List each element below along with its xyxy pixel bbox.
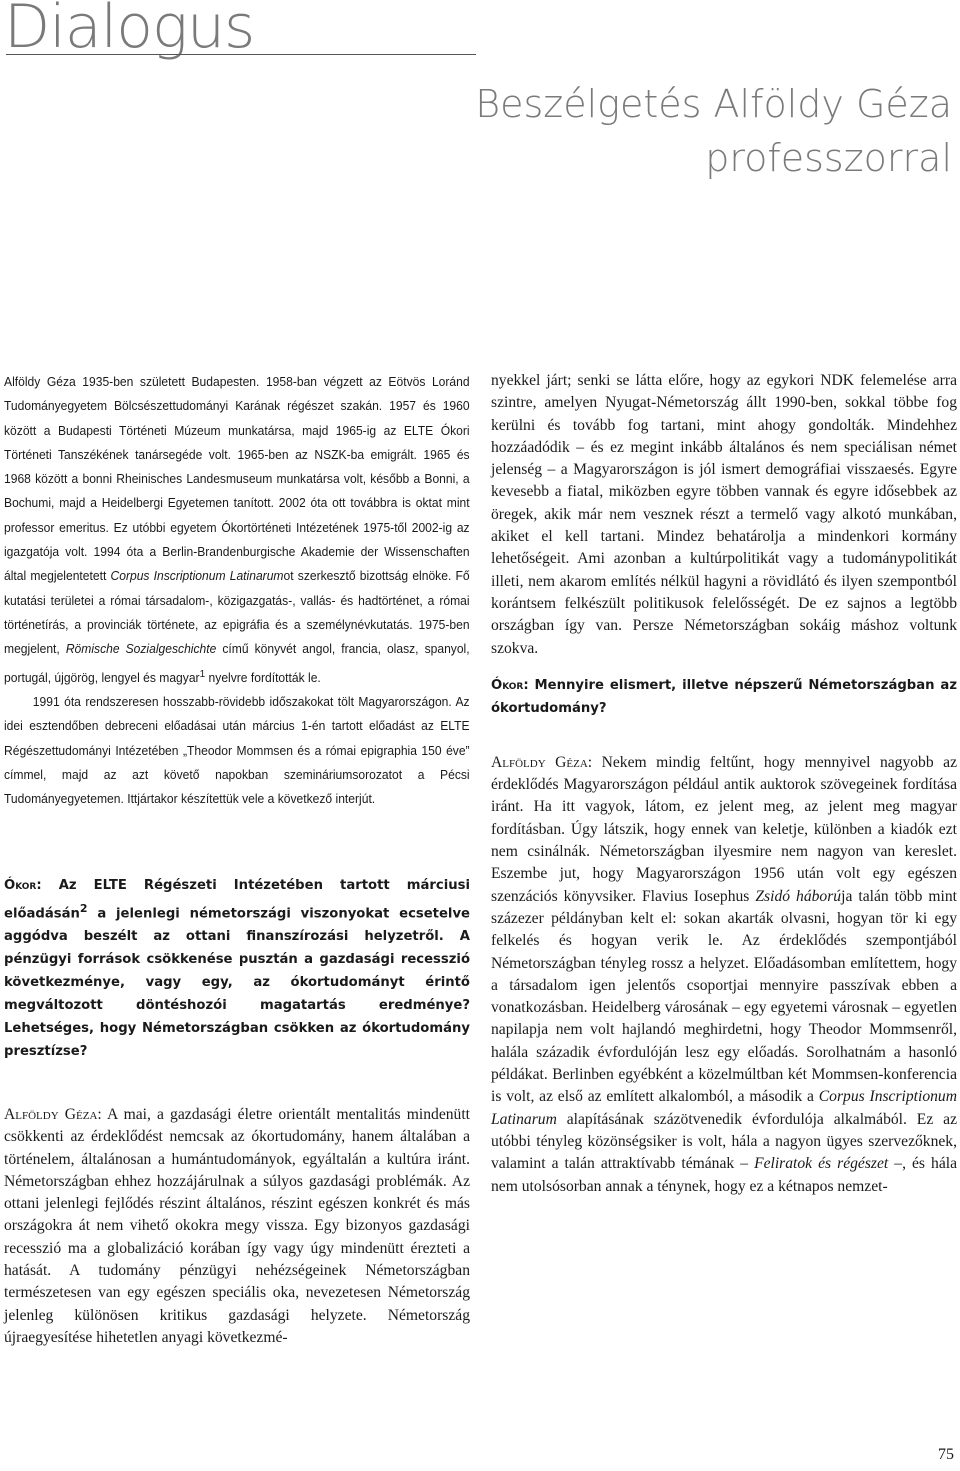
left-column [4,370,470,812]
answer-2-text-2: ja talán több mint százezer példányban kelt el: sokan akarták olvasni, hogyan tör ki egy felkelés és hogyan verik le. Az érdeklődés szempontjából Németországban tényleg rossz a helyzet. Előadásomban említettem, hogy a társadalom igen jelentős csoportjai mennyire passzívak ebben a vonatkozásban. Heidelberg városának – egy egyetemi városnak – egyetlen napilapja nem volt hajlandó meghirdetni, hogy Theodor Mommsenről, halála századik évfordulóján lesz egy előadás. Sorolhatnám a hasonló példákat. Berlinben egyébként a közelmúltban két Mommsen-konferencia is volt, az első az említett alkalomból, a második a [491,887,957,1106]
intro-p1-italic-book: Römische Sozialgeschichte [65,642,217,657]
answer-1-text: A mai, a gazdasági életre orientált mentalitás mindenütt csökkenti az érdeklődést nemcsak az ókortudomány, hanem általában a történelem, általánosan a humántudományok, egyáltalán a kultúra iránt. Németországban ehhez hozzájárulnak a súlyos gazdasági problémák. Az ottani jelenlegi fejlődés részint általános, részint egészen konkrét és más országokra át nem vihető okokra megy vissza. Egy bizonyos gazdasági recesszió ma a globalizáció korában így vagy úgy mindenütt érezteti a hatását. A tudomány pénzügyi nehézségeinek Németországban természetesen van egy egészen speciális oka, nevezetesen Németország jelenleg különösen kritikus gazdasági helyzete. Németország újraegyesítése hihetetlen anyagi következmé- [4,1106,470,1346]
answer-2-italic-book: Zsidó háború [755,887,842,905]
question-2-text: Mennyire elismert, illetve népszerű Németországban az ókortudomány? [491,677,957,716]
title-underline [6,54,476,55]
answer-2-text-1: Nekem mindig feltűnt, hogy mennyivel nagyobb az érdeklődés Magyarországon például antik auktorok szövegeinek fordítása iránt. Ha itt vagyok, látom, ez jelent meg, az jelent meg magyar fordításban. Úgy látszik, hogy ennek van keletje, különben a kiadók ezt nem csinálnák. Németországban ilyesmire nem nagyon van kereslet. Eszembe jut, hogy Magyarországon 1956 után volt egy egészen szenzációs könyvsiker. Flavius Iosephus [491,753,957,905]
answer-2-text-3: alapításának százötvenedik évfordulója alkalmából. Ez az utóbbi tényleg közönségsiker is volt, hála a nagyon ügyes szervezőknek, valamint a talán attraktívabb témának – [491,1110,957,1173]
footnote-ref-1: 1 [199,667,206,680]
intro-section [4,370,470,812]
question-label: Ókor: [4,878,42,893]
article-title [432,78,952,186]
page-number: 75 [938,1446,954,1463]
intro-p1-italic-cil: Corpus Inscriptionum Latinarum [110,569,284,584]
article-title-line-1: Beszélgetés Alföldy Géza [475,82,952,126]
question-1-text-2: a jelenlegi németországi viszonyokat ecsetelve aggódva beszélt az ottani finanszírozási helyzetről. A pénzügyi források csökkenése pusztán a gazdasági recesszió következménye, vagy egy, az ókortudományt érintő megváltozott döntéshozói magatartás eredménye? Lehetséges, hogy Németországban csökken az ókortudomány presztízse? [4,906,470,1060]
article-title-line-2: professzorral [705,135,952,180]
question-label: Ókor: [491,677,529,693]
interview-answer-1 [4,1104,470,1349]
intro-p1-text-1: Alföldy Géza 1935-ben született Budapesten. 1958-ban végzett az Eötvös Loránd Tudományegyetem Bölcsészettudományi Karának régészet szakán. 1957 és 1960 között a Budapesti Történeti Múzeum munkatársa, majd 1965-ig az ELTE Ókori Történeti Tanszékének tanársegéde volt. 1965-ben az NSZK-ba emigrált. 1965 és 1968 között a bonni Rheinisches Landesmuseum munkatársa volt, később a Bonni, a Bochumi, majd a Heidelbergi Egyetemen tanított. 2002 óta ott továbbra is oktat mint professor emeritus. Ez utóbbi egyetem Ókortörténeti Intézetének 1975-től 2002-ig az igazgatója volt. 1994 óta a Berlin-Brandenburgische Akademie der Wissenschaften által megjelentetett [4,375,470,584]
interview-answer-2 [491,752,957,1198]
answer-2-italic-topic: Feliratok és régészet [754,1155,889,1173]
interview-question-2 [491,674,957,720]
answer-2-italic-cil: Corpus Inscriptionum Latinarum [491,1088,957,1128]
intro-p1-text-4: nyelvre fordították le. [205,670,321,685]
question-1-text-1: Az ELTE Régészeti Intézetében tartott márciusi előadásán [4,878,470,922]
answer-speaker: Alföldy Géza: [4,1106,102,1123]
answer-2-text-4: –, és hála nem utolsósorban annak a ténynek, hogy ez a kétnapos nemzet- [491,1155,957,1195]
intro-p1-text-3: című könyvét angol, francia, olasz, spanyol, portugál, újgörög, lengyel és magyar [4,642,470,685]
intro-p1-text-2: ot szerkesztő bizottság elnöke. Fő kutatási területei a római társadalom-, közigazgatás-, vallás- és hadtörténet, a római történetírás, a provinciák története, az epigráfia és a személynévkutatás. 1975-ben megjelent, [4,569,470,657]
interview-answer-1-continued: nyekkel járt; senki se látta előre, hogy az egykori NDK felemelése arra szintre, amelyen Nyugat-Németország állt 1990-ben, sokkal többe fog kerülni és tovább fog tartani, mint ahogy gondolták. Mindehhez hozzáadódik – és ez megint inkább általános és nem speciálisan német jelenség – a Magyarországon is jól ismert demográfiai visszaesés. Egyre kevesebb a fiatal, miközben egyre többen vannak és egyre idősebbek az öregek, akik már nem vesznek részt a termelő vagy alkotó munkában, akiket el kell tartani. Mindez behatárolja a mindenkori kormány lehetőségeit. Ami azonban a kultúrpolitikát vagy a tudománypolitikát illeti, nem akarom említés nélkül hagyni a rövidlátó és ilyen szempontból korántsem felkészült politikusok felelősségét. De ez sajnos a legtöbb országban így van. Persze Németországban sokáig máshoz voltunk szokva. [491,372,957,657]
interview-question-1 [4,874,470,1063]
intro-paragraph-1 [4,370,470,690]
footnote-ref-2: 2 [79,902,88,915]
intro-paragraph-2: 1991 óta rendszeresen hosszabb-rövidebb időszakokat tölt Magyarországon. Az idei esztendőben debreceni előadásai után március 1-én tartott előadást az ELTE Régészettudományi Intézetében „Theodor Mommsen és a római epigraphia 150 éve” címmel, majd az azt követő napokban szemináriumsorozatot a Pécsi Tudományegyetemen. Ittjártakor készítettük vele a következő interjút. [4,695,470,807]
answer-speaker: Alföldy Géza: [491,753,593,771]
journal-section-title: Dialogus [4,0,255,62]
right-column [491,370,957,1198]
